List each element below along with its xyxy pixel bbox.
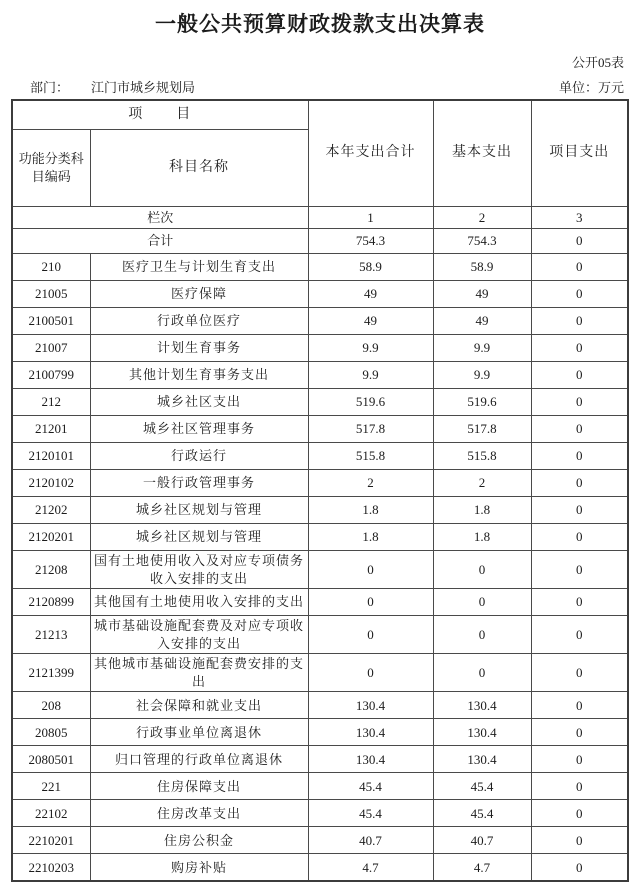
cell-subject-name: 计划生育事务 [90,335,308,362]
cell-total-expenditure: 130.4 [308,692,433,719]
cell-function-code: 212 [12,389,90,416]
cell-project-expenditure: 0 [531,308,628,335]
cell-function-code: 2210203 [12,854,90,882]
table-row [12,854,628,882]
cell-subject-name: 行政事业单位离退休 [90,719,308,746]
cell-subject-name: 城市基础设施配套费及对应专项收入安排的支出 [90,616,308,654]
header-name-col: 科目名称 [90,130,308,207]
cell-function-code: 2100799 [12,362,90,389]
table-row [12,719,628,746]
cell-function-code: 2120101 [12,443,90,470]
cell-function-code: 2080501 [12,746,90,773]
cell-subject-name: 城乡社区规划与管理 [90,524,308,551]
cell-subject-name: 住房保障支出 [90,773,308,800]
cell-project-expenditure: 0 [531,443,628,470]
grand-total-total: 754.3 [308,229,433,254]
cell-total-expenditure: 517.8 [308,416,433,443]
cell-function-code: 21213 [12,616,90,654]
cell-project-expenditure: 0 [531,719,628,746]
cell-total-expenditure: 2 [308,470,433,497]
cell-total-expenditure: 1.8 [308,497,433,524]
header-code-col: 功能分类科目编码 [12,130,90,207]
cell-function-code: 22102 [12,800,90,827]
cell-subject-name: 购房补贴 [90,854,308,882]
department-value: 江门市城乡规划局 [91,80,196,95]
cell-function-code: 21005 [12,281,90,308]
cell-project-expenditure: 0 [531,827,628,854]
cell-function-code: 21201 [12,416,90,443]
cell-basic-expenditure: 49 [433,308,531,335]
table-row [12,335,628,362]
cell-project-expenditure: 0 [531,524,628,551]
cell-subject-name: 行政单位医疗 [90,308,308,335]
cell-subject-name: 医疗卫生与计划生育支出 [90,254,308,281]
table-row [12,773,628,800]
lanci-col-3: 3 [531,207,628,229]
cell-subject-name: 城乡社区规划与管理 [90,497,308,524]
grand-total-basic: 754.3 [433,229,531,254]
cell-basic-expenditure: 130.4 [433,746,531,773]
cell-project-expenditure: 0 [531,254,628,281]
budget-table [11,99,629,882]
grand-total-project: 0 [531,229,628,254]
cell-total-expenditure: 49 [308,281,433,308]
cell-function-code: 2120102 [12,470,90,497]
cell-project-expenditure: 0 [531,551,628,589]
cell-basic-expenditure: 130.4 [433,719,531,746]
cell-total-expenditure: 4.7 [308,854,433,882]
cell-subject-name: 其他城市基础设施配套费安排的支出 [90,654,308,692]
lanci-label: 栏次 [12,207,308,229]
cell-function-code: 21202 [12,497,90,524]
table-row [12,589,628,616]
cell-subject-name: 城乡社区管理事务 [90,416,308,443]
cell-basic-expenditure: 58.9 [433,254,531,281]
cell-total-expenditure: 0 [308,654,433,692]
cell-subject-name: 住房改革支出 [90,800,308,827]
header-project-group: 项 目 [12,100,308,130]
cell-basic-expenditure: 0 [433,654,531,692]
lanci-col-1: 1 [308,207,433,229]
table-row [12,281,628,308]
cell-project-expenditure: 0 [531,497,628,524]
table-row [12,827,628,854]
cell-project-expenditure: 0 [531,654,628,692]
cell-basic-expenditure: 45.4 [433,800,531,827]
table-row [12,551,628,589]
cell-function-code: 210 [12,254,90,281]
cell-total-expenditure: 130.4 [308,746,433,773]
cell-total-expenditure: 45.4 [308,800,433,827]
table-row [12,654,628,692]
table-body [12,254,628,882]
cell-project-expenditure: 0 [531,616,628,654]
cell-subject-name: 归口管理的行政单位离退休 [90,746,308,773]
table-row [12,524,628,551]
cell-total-expenditure: 40.7 [308,827,433,854]
unit-label: 单位：万元 [558,80,624,95]
cell-subject-name: 社会保障和就业支出 [90,692,308,719]
cell-project-expenditure: 0 [531,800,628,827]
header-total-col: 本年支出合计 [308,100,433,207]
header-basic-col: 基本支出 [433,100,531,207]
cell-subject-name: 其他计划生育事务支出 [90,362,308,389]
cell-basic-expenditure: 2 [433,470,531,497]
cell-total-expenditure: 515.8 [308,443,433,470]
cell-total-expenditure: 519.6 [308,389,433,416]
table-row [12,470,628,497]
page-title: 一般公共预算财政拨款支出决算表 [155,12,485,36]
table-row [12,746,628,773]
lanci-row [12,207,628,229]
header-row-project [12,100,628,130]
cell-total-expenditure: 9.9 [308,362,433,389]
cell-project-expenditure: 0 [531,692,628,719]
cell-subject-name: 医疗保障 [90,281,308,308]
cell-function-code: 208 [12,692,90,719]
cell-function-code: 2100501 [12,308,90,335]
cell-basic-expenditure: 1.8 [433,524,531,551]
grand-total-label: 合计 [12,229,308,254]
cell-subject-name: 国有土地使用收入及对应专项债务收入安排的支出 [90,551,308,589]
table-code-label: 公开05表 [571,55,624,70]
cell-basic-expenditure: 519.6 [433,389,531,416]
lanci-col-2: 2 [433,207,531,229]
cell-function-code: 21007 [12,335,90,362]
cell-project-expenditure: 0 [531,746,628,773]
cell-project-expenditure: 0 [531,470,628,497]
table-row [12,497,628,524]
cell-basic-expenditure: 515.8 [433,443,531,470]
cell-project-expenditure: 0 [531,362,628,389]
cell-basic-expenditure: 517.8 [433,416,531,443]
header-project-col: 项目支出 [531,100,628,207]
cell-basic-expenditure: 9.9 [433,335,531,362]
table-row [12,389,628,416]
cell-project-expenditure: 0 [531,416,628,443]
table-row [12,308,628,335]
table-row [12,254,628,281]
cell-total-expenditure: 0 [308,551,433,589]
cell-basic-expenditure: 1.8 [433,497,531,524]
cell-total-expenditure: 1.8 [308,524,433,551]
cell-basic-expenditure: 0 [433,589,531,616]
cell-function-code: 2121399 [12,654,90,692]
table-row [12,800,628,827]
cell-function-code: 20805 [12,719,90,746]
cell-basic-expenditure: 9.9 [433,362,531,389]
cell-total-expenditure: 58.9 [308,254,433,281]
cell-subject-name: 行政运行 [90,443,308,470]
cell-total-expenditure: 130.4 [308,719,433,746]
cell-function-code: 221 [12,773,90,800]
cell-function-code: 2120201 [12,524,90,551]
cell-total-expenditure: 49 [308,308,433,335]
cell-total-expenditure: 0 [308,616,433,654]
cell-basic-expenditure: 0 [433,551,531,589]
table-row [12,362,628,389]
cell-function-code: 2120899 [12,589,90,616]
cell-project-expenditure: 0 [531,589,628,616]
cell-function-code: 21208 [12,551,90,589]
cell-total-expenditure: 9.9 [308,335,433,362]
cell-basic-expenditure: 130.4 [433,692,531,719]
cell-subject-name: 其他国有土地使用收入安排的支出 [90,589,308,616]
table-row [12,616,628,654]
meta-row [0,77,640,99]
cell-total-expenditure: 0 [308,589,433,616]
cell-project-expenditure: 0 [531,773,628,800]
cell-basic-expenditure: 40.7 [433,827,531,854]
cell-subject-name: 住房公积金 [90,827,308,854]
cell-basic-expenditure: 45.4 [433,773,531,800]
cell-basic-expenditure: 49 [433,281,531,308]
department-line [30,77,195,96]
table-row [12,692,628,719]
cell-subject-name: 城乡社区支出 [90,389,308,416]
cell-project-expenditure: 0 [531,389,628,416]
cell-function-code: 2210201 [12,827,90,854]
department-label: 部门： [30,80,70,95]
cell-basic-expenditure: 4.7 [433,854,531,882]
cell-project-expenditure: 0 [531,335,628,362]
cell-subject-name: 一般行政管理事务 [90,470,308,497]
table-row [12,443,628,470]
cell-total-expenditure: 45.4 [308,773,433,800]
table-row [12,416,628,443]
grand-total-row [12,229,628,254]
cell-project-expenditure: 0 [531,854,628,882]
cell-project-expenditure: 0 [531,281,628,308]
cell-basic-expenditure: 0 [433,616,531,654]
